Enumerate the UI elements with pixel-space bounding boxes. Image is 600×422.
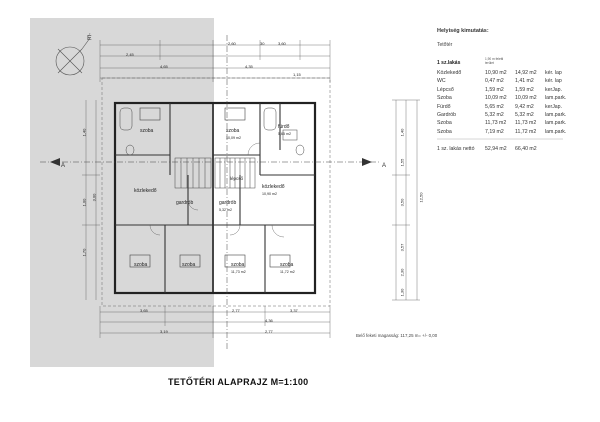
room-label: szoba <box>226 128 240 134</box>
section-label-right: A <box>382 163 387 169</box>
room-name: WC <box>437 78 446 85</box>
dim-label: 3,57 <box>399 243 405 252</box>
dim-label: 2,77 <box>265 329 273 334</box>
room-label: közlekedő <box>262 184 285 190</box>
dim-label: 1,40 <box>399 128 405 137</box>
drawing-title: TETŐTÉRI ALAPRAJZ M=1:100 <box>168 377 309 387</box>
total-label: 1 sz. lakás nettó <box>437 146 475 152</box>
room-label: fürdő <box>278 124 290 130</box>
room-label: lépcső <box>230 176 244 181</box>
room-area-floor: 10,09 m2 <box>485 95 507 102</box>
room-label: szoba <box>231 262 245 268</box>
room-name: Gardrób <box>437 112 457 118</box>
dim-label: 3,65 <box>140 308 148 313</box>
level-note: Belő feketi magasság: 117,25 m= +/- 0,00 <box>356 333 438 338</box>
dimension-lines-right <box>392 100 420 300</box>
room-name: Lépcső <box>437 86 454 93</box>
dim-label: 1,40 <box>81 128 87 137</box>
dim-label: 1,30 <box>399 288 405 297</box>
room-area-floor: 7,19 m2 <box>485 128 504 135</box>
room-finish: lam.park. <box>545 95 567 102</box>
room-name: Szoba <box>437 95 452 102</box>
room-area-floor: 1,59 m2 <box>485 86 504 93</box>
room-area: 10,09 m2 <box>226 136 241 140</box>
dim-label: 1,00 <box>81 198 87 207</box>
room-finish: kerJap. <box>545 103 563 110</box>
dim-label: 4,36 <box>265 318 273 323</box>
total-all: 66,40 m2 <box>515 146 537 152</box>
dim-label: 3,60 <box>278 41 286 46</box>
room-finish: kér. lap <box>545 70 562 76</box>
room-area: 5,65 m2 <box>278 132 291 136</box>
schedule-total-row <box>437 146 587 154</box>
dim-label: 3,19 <box>160 329 168 334</box>
room-name: Szoba <box>437 120 452 127</box>
room-label: közlekedő <box>134 188 157 194</box>
schedule-title: Helyiség kimutatás: <box>437 28 489 34</box>
room-finish: kerJap. <box>545 86 563 93</box>
room-finish: kér. lap <box>545 78 562 85</box>
room-name: Közlekedő <box>437 70 462 76</box>
dim-label: 1,15 <box>293 72 301 77</box>
dim-label: 3,50 <box>399 198 405 207</box>
dim-label: 2,30 <box>399 268 405 277</box>
total-floor: 52,94 m2 <box>485 146 507 152</box>
room-label: szoba <box>140 128 154 134</box>
room-area-floor: 0,47 m2 <box>485 78 504 85</box>
north-label: É <box>87 35 92 42</box>
room-label: szoba <box>280 262 294 268</box>
room-label: gardrób <box>219 200 237 206</box>
room-area-floor: 10,90 m2 <box>485 70 507 76</box>
room-area-total: 10,09 m2 <box>515 95 537 102</box>
dim-label: 4,65 <box>160 64 168 69</box>
dim-label: 3,00 <box>91 193 97 202</box>
room-area-floor: 5,65 m2 <box>485 103 504 110</box>
room-finish: lam.park. <box>545 112 567 118</box>
room-area: 5,32 m2 <box>219 208 232 212</box>
schedule-unit: 1 sz.lakás <box>437 60 461 66</box>
room-label: szoba <box>134 262 148 268</box>
room-area: 11,73 m2 <box>231 270 246 274</box>
dim-label: 4,35 <box>245 64 253 69</box>
schedule-column-note: 1,90 m feletti terület <box>485 57 504 65</box>
room-area-total: 9,42 m2 <box>515 103 534 110</box>
room-area-floor: 11,73 m2 <box>485 120 507 127</box>
dim-label: 2,45 <box>126 52 134 57</box>
room-area-total: 11,73 m2 <box>515 120 537 127</box>
room-area: 11,72 m2 <box>280 270 295 274</box>
room-finish: lam.park. <box>545 128 567 135</box>
staircase <box>175 158 255 188</box>
room-finish: lam.park. <box>545 120 567 127</box>
dim-label: 12,50 <box>418 192 424 203</box>
room-area: 10,90 m2 <box>262 192 277 196</box>
room-area-floor: 5,32 m2 <box>485 112 504 118</box>
dim-label: 3,37 <box>290 308 298 313</box>
dim-label: 2,77 <box>232 308 240 313</box>
room-area-total: 1,59 m2 <box>515 86 534 93</box>
room-name: Szoba <box>437 128 452 135</box>
section-label-left: A <box>61 163 66 169</box>
room-area-total: 1,41 m2 <box>515 78 534 85</box>
dim-label: 30 <box>260 41 265 46</box>
room-label: szoba <box>182 262 196 268</box>
schedule-subtitle: Tetőtér <box>437 42 453 48</box>
dim-label: 1,55 <box>399 158 405 167</box>
room-area-total: 5,32 m2 <box>515 112 534 118</box>
room-area-total: 14,92 m2 <box>515 70 537 76</box>
room-area-total: 11,72 m2 <box>515 128 537 135</box>
dim-label: 2,60 <box>228 41 236 46</box>
room-name: Fürdő <box>437 103 451 110</box>
room-schedule <box>437 28 587 158</box>
room-label: gardrób <box>176 200 194 206</box>
dim-label: 1,70 <box>81 248 87 257</box>
mirrored-unit-overlay <box>30 18 214 367</box>
